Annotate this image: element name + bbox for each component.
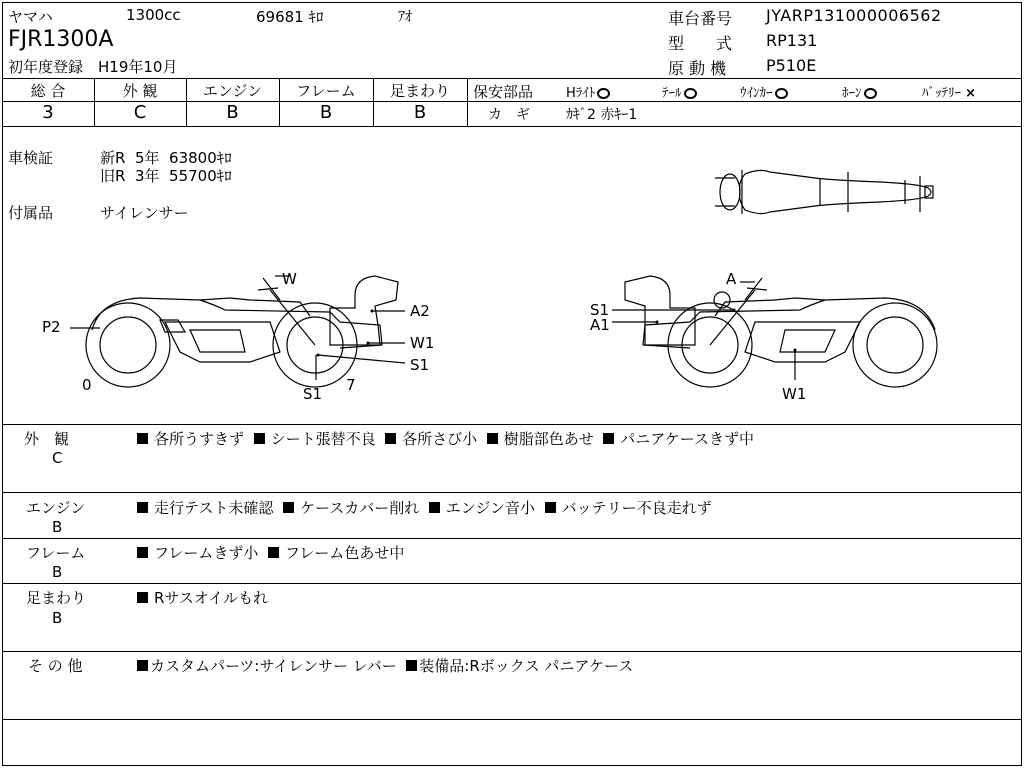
right-side-bike-icon: [612, 276, 937, 387]
type-label: 型 式: [668, 34, 733, 53]
section-engine-label: エンジン: [26, 499, 86, 517]
section-suspension-grade: B: [52, 609, 63, 627]
section-other-label: そ の 他: [28, 657, 83, 675]
damage-label-a: A: [726, 270, 737, 288]
mileage: 69681 ｷﾛ: [256, 8, 324, 26]
damage-label-s1-bottom: S1: [303, 385, 323, 403]
section-other-items: カスタムパーツ:サイレンサー レバー 装備品:Rボックス パニアケース: [137, 655, 633, 676]
grade-header-overall: 総 合: [30, 82, 66, 100]
type-value: RP131: [766, 31, 818, 50]
model-name: FJR1300A: [8, 27, 114, 52]
section-frame-items: フレームきず小 フレーム色あせ中: [137, 542, 404, 563]
damage-label-a2: A2: [410, 302, 430, 320]
section-suspension-items: Rサスオイルもれ: [137, 587, 268, 608]
grade-frame: B: [319, 102, 333, 123]
damage-label-w1-right: W1: [782, 385, 807, 403]
damage-label-s1: S1: [590, 301, 610, 319]
grade-overall: 3: [42, 102, 54, 123]
section-exterior-grade: C: [52, 449, 63, 467]
key-label: カ ギ: [488, 107, 530, 123]
inspection-line-old: 旧R 3年 55700ｷﾛ: [100, 167, 232, 185]
grade-header-engine: エンジン: [202, 82, 263, 100]
frame-number-value: JYARP131000006562: [766, 6, 942, 25]
section-suspension-label: 足まわり: [26, 589, 87, 607]
safety-horn: ﾎｰﾝ: [842, 82, 879, 101]
safety-headlight: Hﾗｲﾄ: [566, 82, 612, 101]
first-registration-label: 初年度登録: [8, 58, 84, 76]
safety-winker: ｳｲﾝｶｰ: [740, 82, 790, 101]
safety-tail: ﾃｰﾙ: [662, 82, 699, 101]
safety-battery: ﾊﾞｯﾃﾘｰ ×: [922, 86, 977, 101]
frame-number-label: 車台番号: [668, 9, 733, 28]
maker: ヤマハ: [8, 8, 53, 26]
section-engine-items: 走行テスト未確認 ケースカバー削れ エンジン音小 バッテリー不良走れず: [137, 497, 712, 518]
section-frame-grade: B: [52, 563, 63, 581]
grade-engine: B: [226, 102, 239, 123]
damage-label-zero: 0: [82, 376, 92, 394]
accessories-label: 付属品: [8, 204, 54, 222]
damage-label-w: W: [282, 270, 297, 288]
ng-cross-icon: ×: [965, 86, 977, 101]
accessories-value: サイレンサー: [100, 204, 189, 222]
grade-suspension: B: [413, 102, 427, 123]
section-frame-label: フレーム: [26, 544, 86, 562]
inspection-label: 車検証: [8, 149, 54, 167]
grade-exterior: C: [133, 102, 147, 123]
engine-model-value: P510E: [766, 56, 817, 75]
damage-label-seven: 7: [346, 376, 356, 394]
damage-label-w1: W1: [410, 334, 435, 352]
section-exterior-label: 外 観: [24, 430, 70, 448]
damage-label-p2: P2: [42, 318, 61, 336]
color: ｱｵ: [398, 9, 412, 25]
first-registration-value: H19年10月: [98, 58, 178, 76]
left-side-bike-icon: [70, 276, 405, 387]
engine-model-label: 原 動 機: [668, 59, 727, 78]
top-view-bike-icon: [715, 170, 933, 214]
section-exterior-items: 各所うすきず シート張替不良 各所さび小 樹脂部色あせ パニアケースきず中: [137, 428, 754, 449]
grade-header-suspension: 足まわり: [389, 82, 450, 100]
displacement: 1300cc: [126, 6, 181, 24]
damage-label-s1-right: S1: [410, 356, 430, 374]
key-value: ｶｷﾞ2 赤ｷｰ1: [566, 107, 638, 123]
safety-parts-label: 保安部品: [473, 83, 534, 101]
inspection-line-new: 新R 5年 63800ｷﾛ: [100, 149, 232, 167]
grade-header-frame: フレーム: [296, 82, 356, 100]
section-engine-grade: B: [52, 518, 63, 536]
damage-label-a1: A1: [590, 316, 610, 334]
grade-header-exterior: 外 観: [122, 82, 158, 100]
